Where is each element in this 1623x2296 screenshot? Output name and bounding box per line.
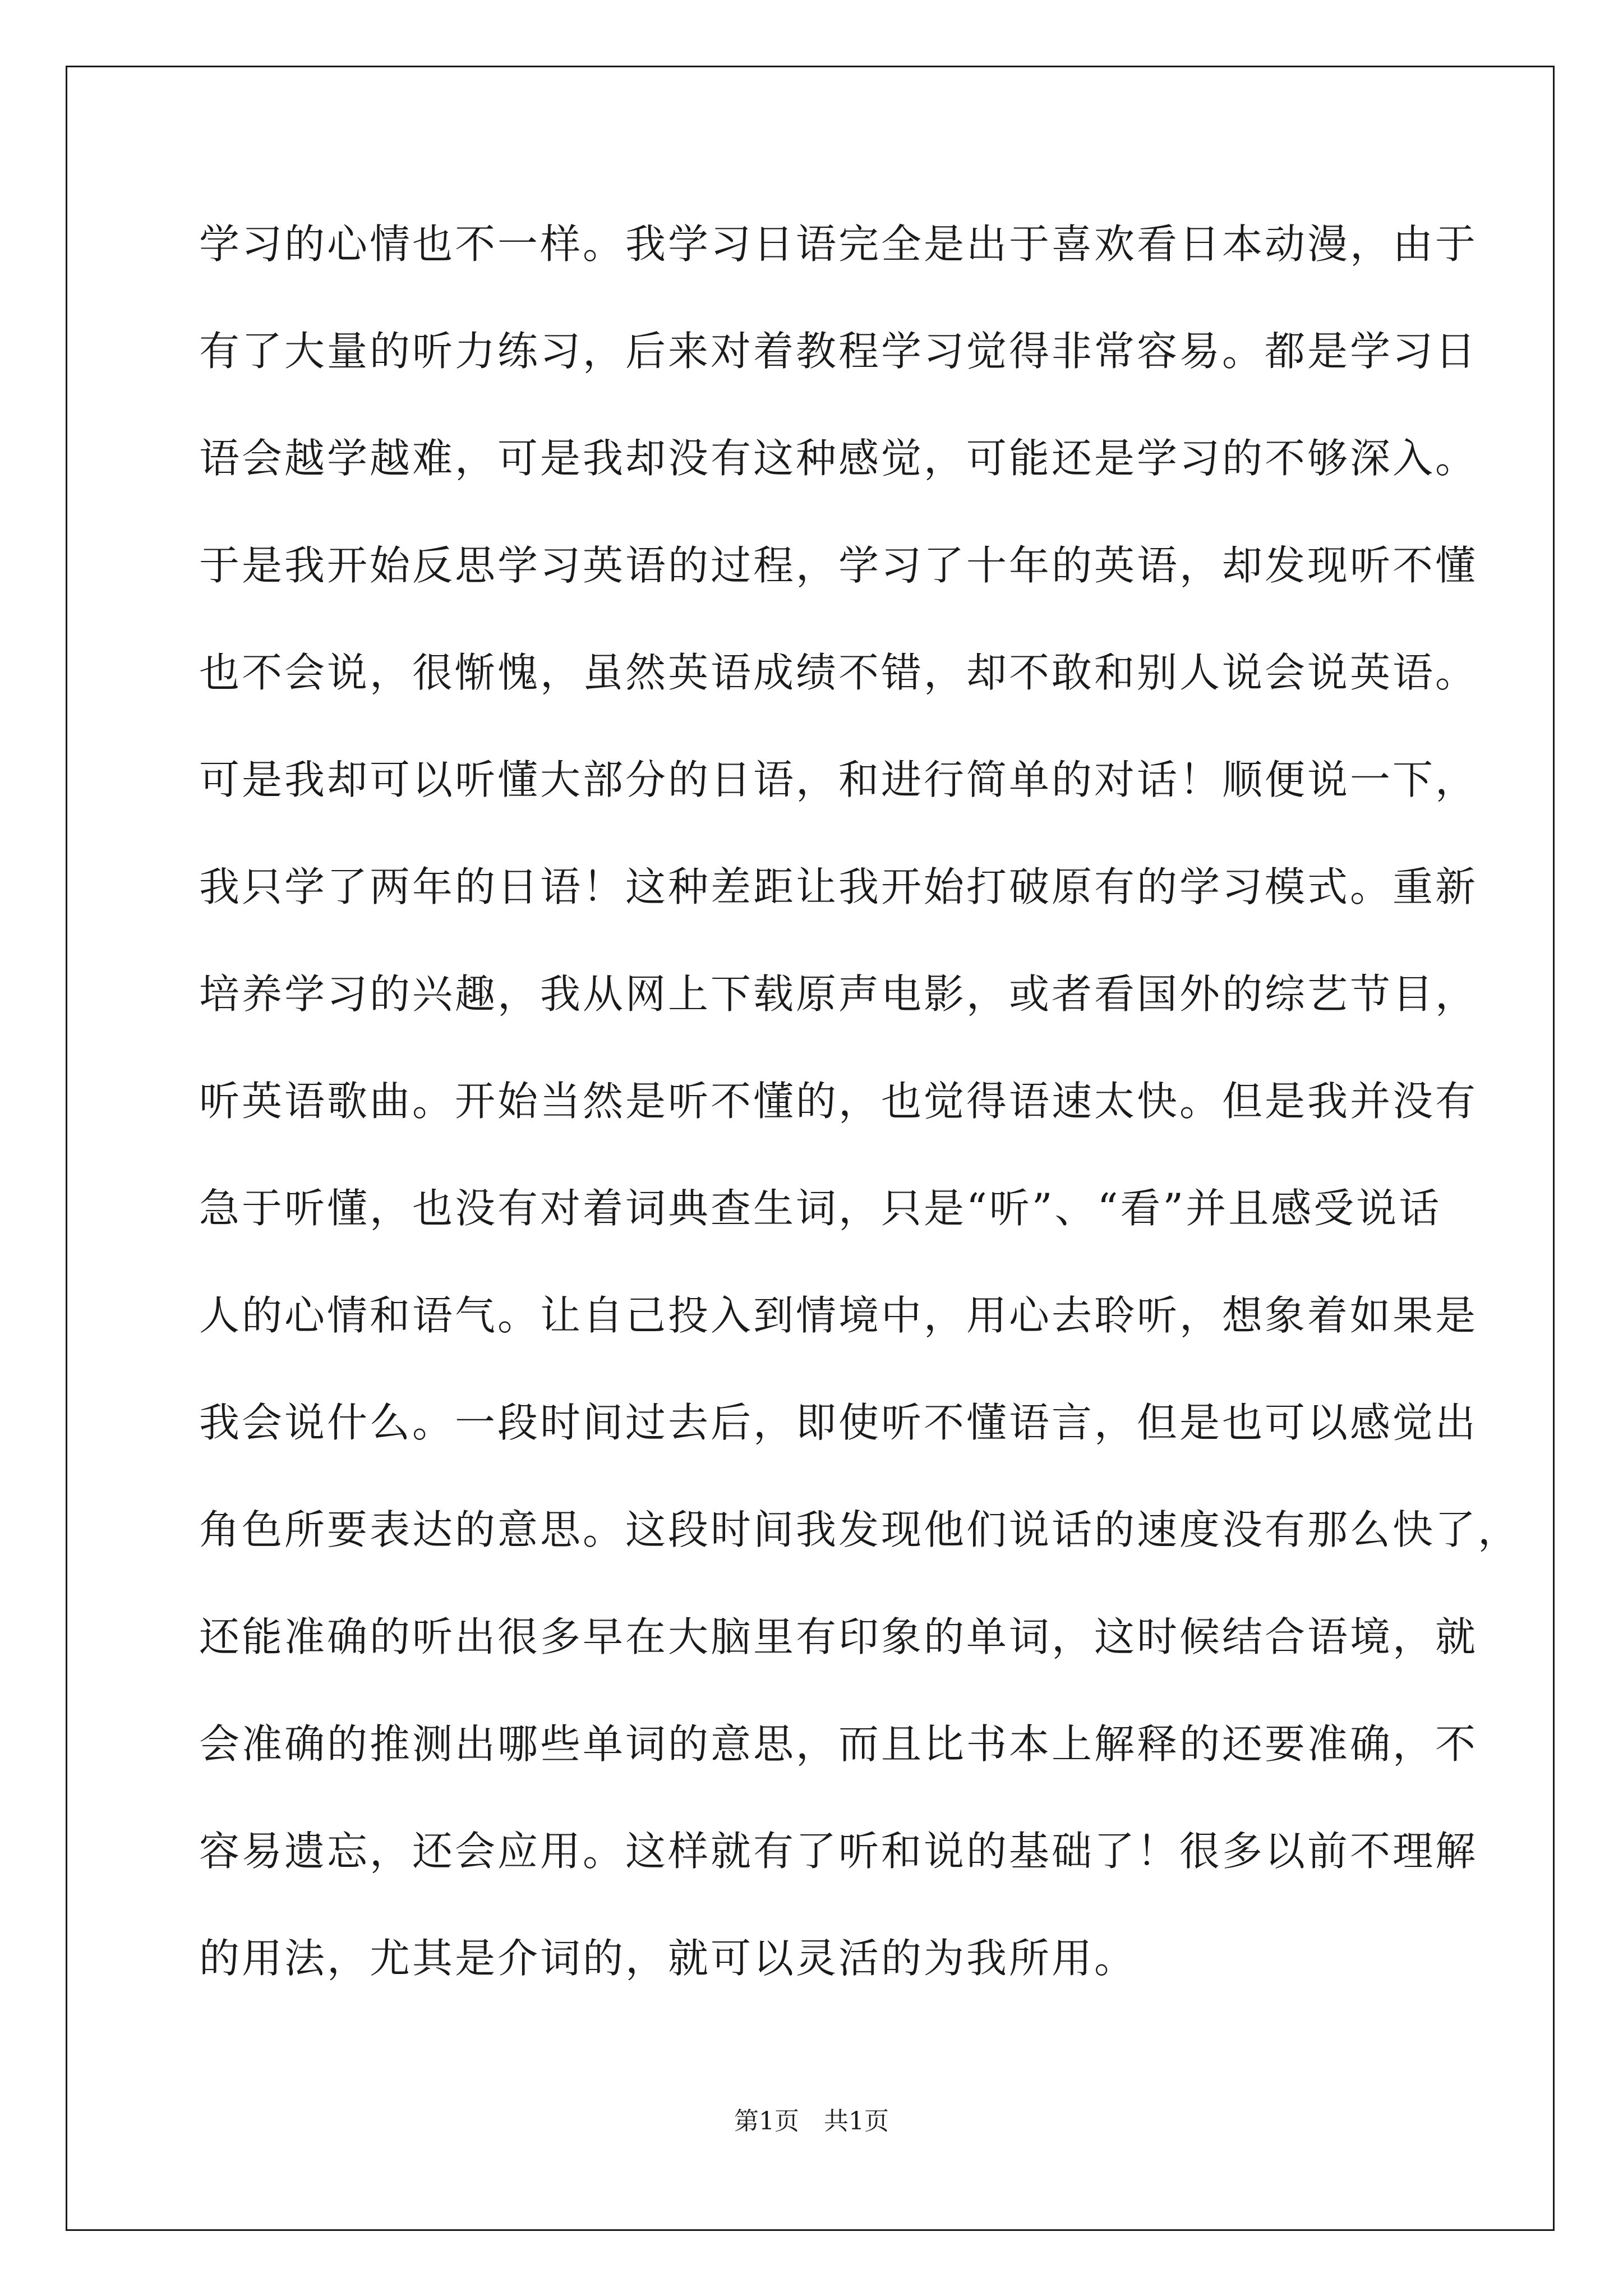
text-line: 还能准确的听出很多早在大脑里有印象的单词，这时候结合语境，就 bbox=[199, 1613, 1478, 1660]
text-line: 容易遗忘，还会应用。这样就有了听和说的基础了！很多以前不理解 bbox=[199, 1828, 1478, 1875]
text-line: 角色所要表达的意思。这段时间我发现他们说话的速度没有那么快了， bbox=[199, 1506, 1521, 1553]
text-line: 培养学习的兴趣，我从网上下载原声电影，或者看国外的综艺节目， bbox=[199, 970, 1478, 1018]
text-line: 学习的心情也不一样。我学习日语完全是出于喜欢看日本动漫，由于 bbox=[199, 220, 1478, 268]
text-line: 也不会说，很惭愧，虽然英语成绩不错，却不敢和别人说会说英语。 bbox=[199, 649, 1478, 696]
text-line: 有了大量的听力练习，后来对着教程学习觉得非常容易。都是学习日 bbox=[199, 328, 1478, 375]
text-line: 急于听懂，也没有对着词典查生词，只是“听”、“看”并且感受说话 bbox=[199, 1185, 1442, 1232]
text-line: 的用法，尤其是介词的，就可以灵活的为我所用。 bbox=[199, 1935, 1137, 1982]
text-line: 我会说什么。一段时间过去后，即使听不懂语言，但是也可以感觉出 bbox=[199, 1399, 1478, 1446]
text-line: 听英语歌曲。开始当然是听不懂的，也觉得语速太快。但是我并没有 bbox=[199, 1078, 1478, 1125]
text-line: 可是我却可以听懂大部分的日语，和进行简单的对话！顺便说一下， bbox=[199, 756, 1478, 803]
page-number: 第1页 共1页 bbox=[734, 2107, 889, 2136]
text-line: 于是我开始反思学习英语的过程，学习了十年的英语，却发现听不懂 bbox=[199, 542, 1478, 589]
document-body bbox=[199, 210, 1521, 2032]
text-line: 我只学了两年的日语！这种差距让我开始打破原有的学习模式。重新 bbox=[199, 863, 1478, 910]
text-line: 会准确的推测出哪些单词的意思，而且比书本上解释的还要准确，不 bbox=[199, 1720, 1478, 1768]
text-line: 人的心情和语气。让自己投入到情境中，用心去聆听，想象着如果是 bbox=[199, 1292, 1478, 1339]
text-line: 语会越学越难，可是我却没有这种感觉，可能还是学习的不够深入。 bbox=[199, 435, 1478, 482]
